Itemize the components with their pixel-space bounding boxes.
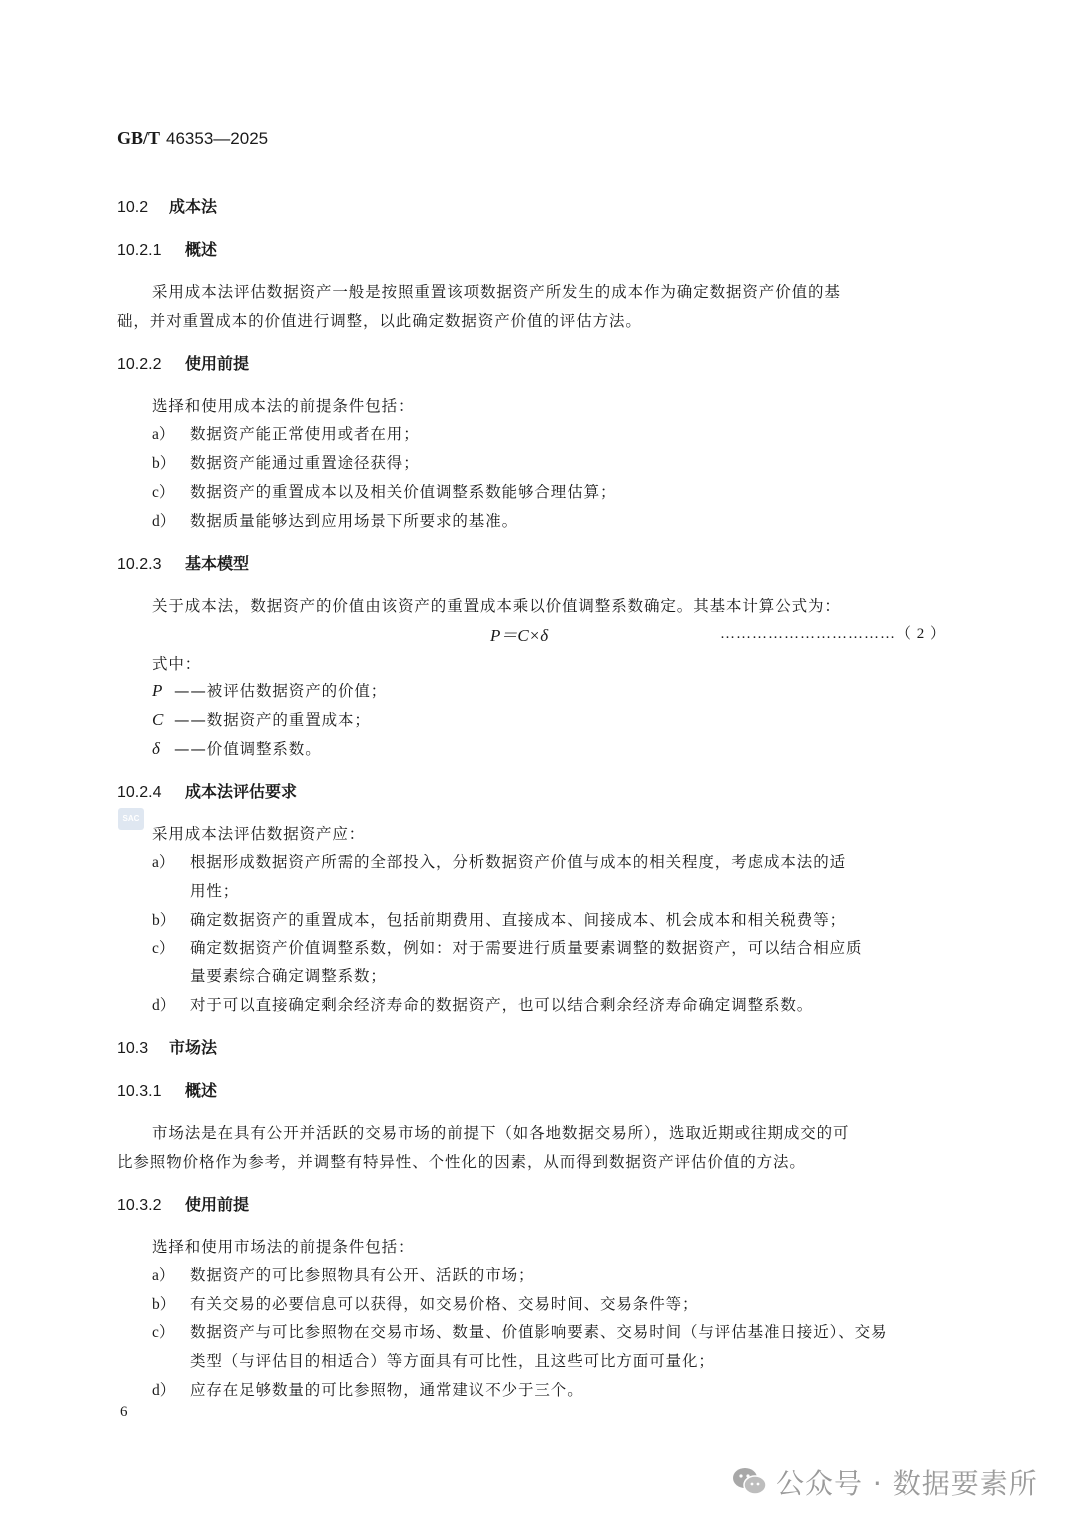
paragraph-line: 采用成本法评估数据资产一般是按照重置该项数据资产所发生的成本作为确定数据资产价值的基 bbox=[152, 283, 841, 301]
heading-10-3-2: 10.3.2 使用前提 bbox=[117, 1195, 250, 1214]
heading-10-2-3: 10.2.3 基本模型 bbox=[117, 554, 250, 573]
heading-10-3-1: 10.3.1 概述 bbox=[117, 1081, 218, 1100]
paragraph-line: 比参照物价格作为参考，并调整有特异性、个性化的因素，从而得到数据资产评估价值的方法。 bbox=[117, 1153, 806, 1171]
list-intro: 选择和使用成本法的前提条件包括： bbox=[152, 397, 415, 415]
list-item: a） 根据形成数据资产所需的全部投入，分析数据资产价值与成本的相关程度，考虑成本法的适 bbox=[152, 853, 847, 871]
list-item: c） 数据资产的重置成本以及相关价值调整系数能够合理估算； bbox=[152, 483, 617, 501]
list-item: d） 应存在足够数量的可比参照物，通常建议不少于三个。 bbox=[152, 1381, 584, 1399]
model-intro: 关于成本法，数据资产的价值由该资产的重置成本乘以价值调整系数确定。其基本计算公式为： bbox=[152, 597, 841, 615]
list-item-continuation: 用性； bbox=[190, 882, 240, 900]
heading-10-2-2: 10.2.2 使用前提 bbox=[117, 354, 250, 373]
list-item: a） 数据资产能正常使用或者在用； bbox=[152, 425, 420, 443]
variable-definition: δ ——价值调整系数。 bbox=[152, 739, 322, 758]
list-item: c） 确定数据资产价值调整系数，例如：对于需要进行质量要素调整的数据资产，可以结合相应质 bbox=[152, 939, 863, 957]
heading-10-2: 10.2 成本法 bbox=[117, 197, 218, 216]
paragraph-line: 础，并对重置成本的价值进行调整，以此确定数据资产价值的评估方法。 bbox=[117, 312, 642, 330]
standard-code bbox=[117, 128, 268, 149]
where-label: 式中： bbox=[152, 655, 202, 673]
list-item: b） 有关交易的必要信息可以获得，如交易价格、交易时间、交易条件等； bbox=[152, 1295, 699, 1313]
list-item: c） 数据资产与可比参照物在交易市场、数量、价值影响要素、交易时间（与评估基准日接近）、交易 bbox=[152, 1323, 888, 1341]
wechat-icon bbox=[732, 1466, 768, 1498]
heading-10-3: 10.3 市场法 bbox=[117, 1038, 218, 1057]
equation-number: ……………………………（ 2 ） bbox=[720, 626, 947, 642]
list-item: a） 数据资产的可比参照物具有公开、活跃的市场； bbox=[152, 1266, 535, 1284]
list-item: b） 数据资产能通过重置途径获得； bbox=[152, 454, 420, 472]
list-item: d） 数据质量能够达到应用场景下所要求的基准。 bbox=[152, 512, 519, 530]
list-item-continuation: 类型（与评估目的相适合）等方面具有可比性，且这些可比方面可量化； bbox=[190, 1352, 715, 1370]
list-intro: 选择和使用市场法的前提条件包括： bbox=[152, 1238, 415, 1256]
heading-10-2-1: 10.2.1 概述 bbox=[117, 240, 218, 259]
variable-definition: P ——被评估数据资产的价值； bbox=[152, 681, 388, 700]
list-item-continuation: 量要素综合确定调整系数； bbox=[190, 967, 387, 985]
sac-logo-icon: SAC bbox=[118, 808, 144, 830]
paragraph-line: 市场法是在具有公开并活跃的交易市场的前提下（如各地数据交易所），选取近期或往期成交的可 bbox=[152, 1124, 850, 1142]
list-intro: 采用成本法评估数据资产应： bbox=[152, 825, 366, 843]
standard-prefix: GB/T bbox=[117, 128, 161, 148]
watermark-text: 公众号 · 数据要素所 bbox=[776, 1467, 1038, 1500]
standard-number: 46353—2025 bbox=[166, 129, 269, 148]
list-item: b） 确定数据资产的重置成本，包括前期费用、直接成本、间接成本、机会成本和相关税费等； bbox=[152, 911, 847, 929]
watermark bbox=[732, 1462, 1038, 1502]
formula: P＝C×δ bbox=[490, 626, 549, 645]
variable-definition: C ——数据资产的重置成本； bbox=[152, 710, 371, 729]
page-number: 6 bbox=[120, 1404, 128, 1420]
list-item: d） 对于可以直接确定剩余经济寿命的数据资产，也可以结合剩余经济寿命确定调整系数。 bbox=[152, 996, 814, 1014]
heading-10-2-4: 10.2.4 成本法评估要求 bbox=[117, 782, 298, 801]
